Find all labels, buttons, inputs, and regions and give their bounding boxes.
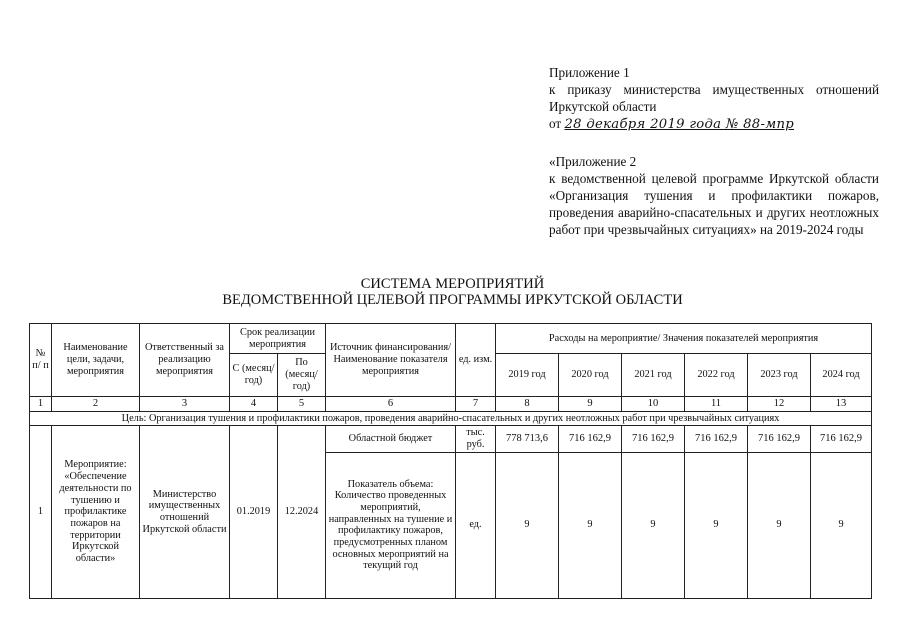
column-number: 10 bbox=[622, 397, 685, 412]
funding-source: Областной бюджет bbox=[326, 426, 456, 452]
amount-cell: 716 162,9 bbox=[559, 426, 622, 452]
header-year: 2019 год bbox=[496, 354, 559, 397]
amount-cell: 716 162,9 bbox=[811, 426, 872, 452]
order-date-line bbox=[549, 115, 879, 133]
amount-cell: 716 162,9 bbox=[748, 426, 811, 452]
appendix-header bbox=[549, 64, 879, 238]
column-number: 9 bbox=[559, 397, 622, 412]
funding-unit: тыс. руб. bbox=[456, 426, 496, 452]
header-term: Срок реализации мероприятия bbox=[230, 324, 326, 354]
indicator-value: 9 bbox=[685, 452, 748, 598]
document-title: СИСТЕМА МЕРОПРИЯТИЙ bbox=[360, 276, 545, 292]
indicator-description: Показатель объема: Количество проведенных мероприятий, направленных на тушение и профилактику пожаров, предусмотренных планом основных мероприятий на текущий год bbox=[326, 452, 456, 598]
column-number: 11 bbox=[685, 397, 748, 412]
column-number: 5 bbox=[278, 397, 326, 412]
appendix-2-label: «Приложение 2 bbox=[549, 154, 637, 169]
header-row-1 bbox=[30, 324, 872, 354]
indicator-value: 9 bbox=[559, 452, 622, 598]
column-number: 8 bbox=[496, 397, 559, 412]
column-numbers-row bbox=[30, 397, 872, 412]
indicator-value: 9 bbox=[622, 452, 685, 598]
header-name: Наименование цели, задачи, мероприятия bbox=[52, 324, 140, 397]
column-number: 4 bbox=[230, 397, 278, 412]
header-term-from: С (месяц/ год) bbox=[230, 354, 278, 397]
column-number: 13 bbox=[811, 397, 872, 412]
activities-table bbox=[29, 323, 872, 599]
row-num: 1 bbox=[30, 426, 52, 598]
column-number: 1 bbox=[30, 397, 52, 412]
header-responsible: Ответственный за реализацию мероприятия bbox=[140, 324, 230, 397]
appendix-1-label: Приложение 1 bbox=[549, 65, 630, 80]
activity-name: Мероприятие: «Обеспечение деятельности по тушению и профилактике пожаров на территории Иркутской области» bbox=[52, 426, 140, 598]
header-year: 2022 год bbox=[685, 354, 748, 397]
header-year: 2021 год bbox=[622, 354, 685, 397]
column-number: 3 bbox=[140, 397, 230, 412]
amount-cell: 778 713,6 bbox=[496, 426, 559, 452]
from-prefix: от bbox=[549, 116, 562, 131]
program-reference: к ведомственной целевой программе Иркутской области «Организация тушения и профилактики пожаров, проведения аварийно-спасательных и других неотложных работ при чрезвычайных ситуациях» на 2019-2024 годы bbox=[549, 171, 879, 237]
indicator-value: 9 bbox=[748, 452, 811, 598]
column-number: 2 bbox=[52, 397, 140, 412]
activity-to: 12.2024 bbox=[278, 426, 326, 598]
goal-row bbox=[30, 411, 872, 426]
header-source: Источник финансирования/ Наименование показателя мероприятия bbox=[326, 324, 456, 397]
indicator-unit: ед. bbox=[456, 452, 496, 598]
amount-cell: 716 162,9 bbox=[685, 426, 748, 452]
header-year: 2020 год bbox=[559, 354, 622, 397]
activity-row bbox=[30, 426, 872, 452]
column-number: 12 bbox=[748, 397, 811, 412]
header-num: № п/ п bbox=[30, 324, 52, 397]
indicator-value: 9 bbox=[811, 452, 872, 598]
indicator-value: 9 bbox=[496, 452, 559, 598]
handwritten-date: 28 декабря 2019 года № 88-мпр bbox=[564, 117, 795, 132]
amount-cell: 716 162,9 bbox=[622, 426, 685, 452]
header-unit: ед. изм. bbox=[456, 324, 496, 397]
activity-from: 01.2019 bbox=[230, 426, 278, 598]
header-term-to: По (месяц/ год) bbox=[278, 354, 326, 397]
goal-text: Цель: Организация тушения и профилактики пожаров, проведения аварийно-спасательных и других неотложных работ при чрезвычайных ситуациях bbox=[30, 411, 872, 426]
header-expenses: Расходы на мероприятие/ Значения показателей мероприятия bbox=[496, 324, 872, 354]
header-year: 2024 год bbox=[811, 354, 872, 397]
header-year: 2023 год bbox=[748, 354, 811, 397]
order-reference: к приказу министерства имущественных отношений Иркутской области bbox=[549, 82, 879, 114]
column-number: 7 bbox=[456, 397, 496, 412]
activity-responsible: Министерство имущественных отношений Иркутской области bbox=[140, 426, 230, 598]
column-number: 6 bbox=[326, 397, 456, 412]
document-subtitle: ВЕДОМСТВЕННОЙ ЦЕЛЕВОЙ ПРОГРАММЫ ИРКУТСКОЙ ОБЛАСТИ bbox=[222, 292, 683, 308]
